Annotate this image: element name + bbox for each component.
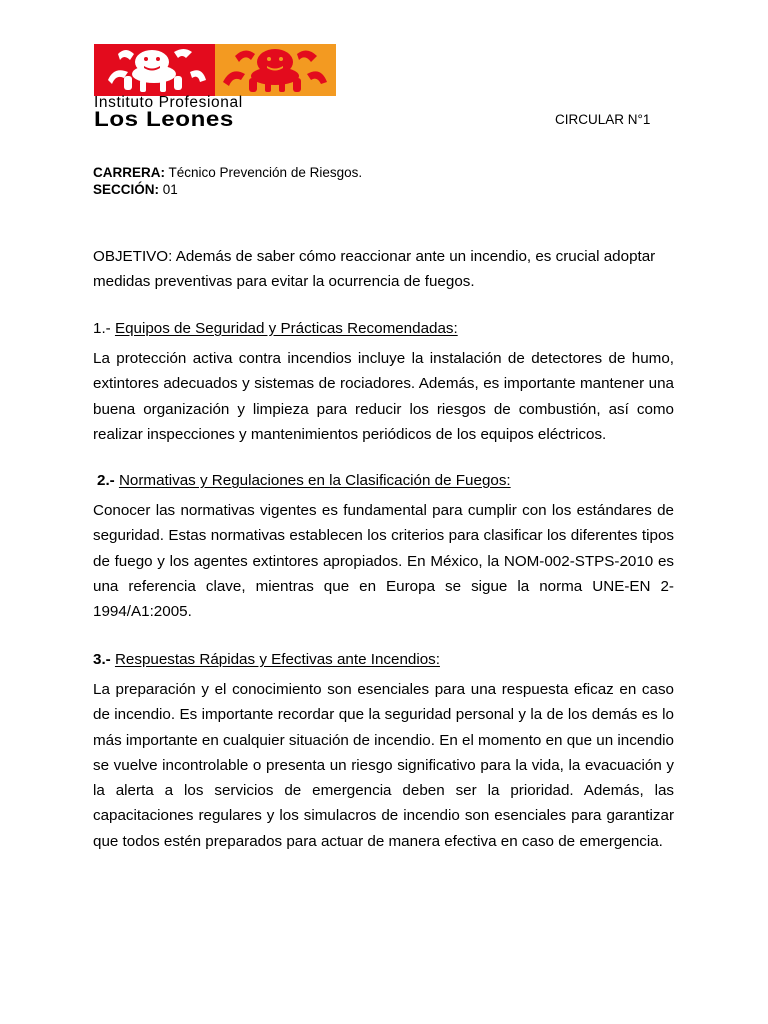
section-3-heading (93, 651, 440, 669)
objetivo-paragraph: OBJETIVO: Además de saber cómo reaccionar ante un incendio, es crucial adoptar medidas preventivas para evitar la ocurrencia de fuegos. (93, 248, 656, 291)
circular-number: CIRCULAR N°1 (555, 112, 651, 127)
logo-line-name: Los Leones (94, 108, 234, 131)
section-1-number: 1.- (93, 320, 115, 337)
logo-orange-panel (215, 44, 336, 96)
section-1-heading (93, 320, 458, 338)
seccion-label: SECCIÓN: (93, 182, 160, 197)
section-2-number: 2.- (97, 472, 119, 489)
institute-logo (94, 44, 338, 131)
section-1-title: Equipos de Seguridad y Prácticas Recomendadas: (114, 320, 458, 337)
carrera-label: CARRERA: (93, 165, 165, 180)
seccion-value: 01 (159, 182, 178, 197)
section-2-title: Normativas y Regulaciones en la Clasificación de Fuegos: (118, 472, 511, 489)
logo-banner (94, 44, 336, 96)
lion-right-icon (215, 44, 336, 96)
section-3-title: Respuestas Rápidas y Efectivas ante Incendios: (114, 651, 440, 668)
section-2-heading (97, 472, 511, 490)
logo-red-panel (94, 44, 215, 96)
seccion-line (93, 182, 178, 198)
carrera-line (93, 165, 362, 181)
section-1-body: La protección activa contra incendios incluye la instalación de detectores de humo, extintores adecuados y sistemas de rociadores. Además, es importante mantener una buena organización y limpieza para reducir los riesgos de combustión, así como realizar inspecciones y mantenimientos periódicos de los equipos eléctricos. (93, 350, 674, 443)
lion-left-icon (94, 44, 215, 96)
carrera-value: Técnico Prevención de Riesgos. (165, 165, 363, 180)
section-2-body: Conocer las normativas vigentes es fundamental para cumplir con los estándares de seguridad. Estas normativas establecen los criterios para clasificar los diferentes tipos de fuego y los agentes extintores apropiados. En México, la NOM-002-STPS-2010 es una referencia clave, mientras que en Europa se sigue la norma UNE-EN 2-1994/A1:2005. (93, 502, 674, 621)
section-3-body: La preparación y el conocimiento son esenciales para una respuesta eficaz en caso de incendio. Es importante recordar que la seguridad personal y la de los demás es lo más importante en cualquier situación de incendio. En el momento en que un incendio se vuelve incontrolable o presenta un riesgo significativo para la vida, la evacuación y la alerta a los servicios de emergencia deben ser la prioridad. Además, las capacitaciones regulares y los simulacros de incendio son esenciales para garantizar que todos estén preparados para actuar de manera efectiva en caso de emergencia. (93, 681, 674, 850)
logo-line-institute: Instituto Profesional (94, 94, 243, 111)
section-3-number: 3.- (93, 651, 115, 668)
